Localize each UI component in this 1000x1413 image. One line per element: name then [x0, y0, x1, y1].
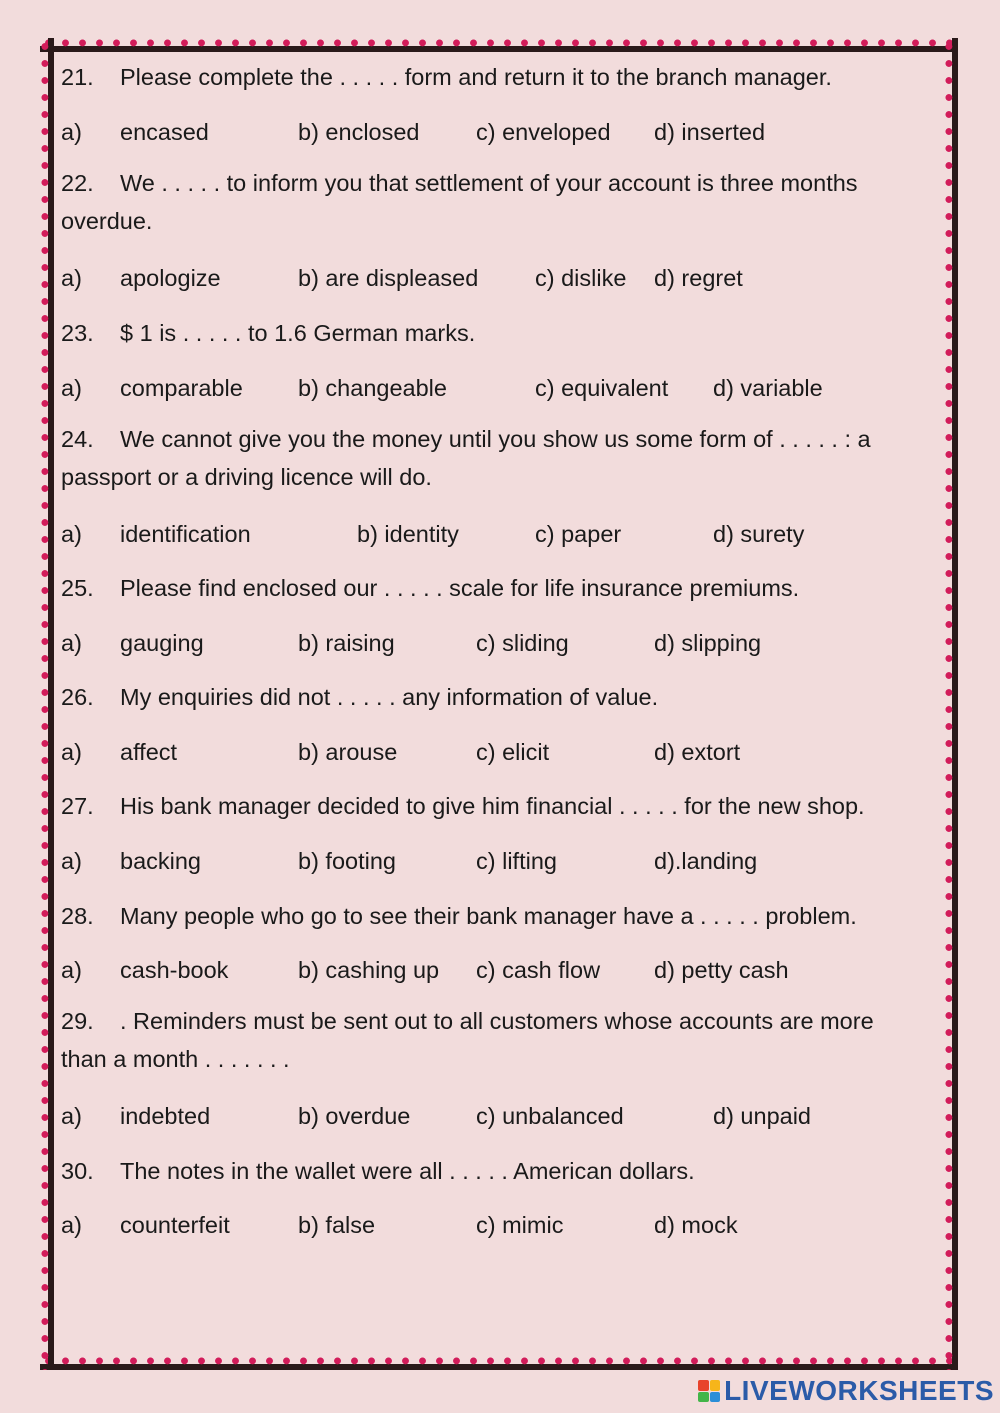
option-a-label[interactable]: a) [61, 521, 82, 547]
question-number: 21. [61, 64, 94, 90]
question-text: Please find enclosed our . . . . . scale for life insurance premiums. [120, 575, 800, 601]
question-22 [61, 164, 921, 240]
option-a-label[interactable]: a) [61, 739, 82, 765]
question-30 [61, 1156, 921, 1186]
question-26 [61, 682, 921, 712]
question-29 [61, 1002, 921, 1078]
options-29 [61, 1101, 921, 1131]
option-c[interactable]: c) equivalent [535, 375, 669, 401]
question-number: 26. [61, 684, 94, 710]
border-left [40, 38, 54, 1370]
question-text: The notes in the wallet were all . . . . . American dollars. [120, 1158, 695, 1184]
option-b[interactable]: b) identity [357, 521, 459, 547]
option-b[interactable]: b) overdue [298, 1103, 411, 1129]
options-23 [61, 373, 921, 403]
question-23 [61, 318, 921, 348]
option-d[interactable]: d) mock [654, 1212, 738, 1238]
option-a[interactable]: encased [120, 119, 209, 145]
option-a-label[interactable]: a) [61, 1212, 82, 1238]
option-a-label[interactable]: a) [61, 1103, 82, 1129]
question-number: 24. [61, 426, 94, 452]
option-d[interactable]: d).landing [654, 848, 758, 874]
option-d[interactable]: d) regret [654, 265, 743, 291]
option-a[interactable]: affect [120, 739, 178, 765]
options-24 [61, 519, 921, 549]
option-a-label[interactable]: a) [61, 375, 82, 401]
option-a[interactable]: indebted [120, 1103, 211, 1129]
question-21 [61, 62, 921, 92]
liveworksheets-logo[interactable] [698, 1375, 994, 1407]
options-27 [61, 846, 921, 876]
option-c[interactable]: c) lifting [476, 848, 557, 874]
option-b[interactable]: b) false [298, 1212, 376, 1238]
option-b[interactable]: b) changeable [298, 375, 447, 401]
question-number: 29. [61, 1008, 94, 1034]
option-a-label[interactable]: a) [61, 630, 82, 656]
border-bottom [40, 1356, 958, 1370]
question-text: We cannot give you the money until you show us some form of . . . . . : a passport or a driving licence will do. [61, 426, 871, 490]
option-c[interactable]: c) enveloped [476, 119, 611, 145]
option-b[interactable]: b) enclosed [298, 119, 420, 145]
options-21 [61, 117, 921, 147]
option-c[interactable]: c) elicit [476, 739, 550, 765]
question-number: 25. [61, 575, 94, 601]
option-d[interactable]: d) unpaid [713, 1103, 811, 1129]
option-d[interactable]: d) slipping [654, 630, 762, 656]
question-text: We . . . . . to inform you that settlement of your account is three months overdue. [61, 170, 858, 234]
options-30 [61, 1210, 921, 1240]
option-b[interactable]: b) raising [298, 630, 395, 656]
logo-text: LIVEWORKSHEETS [724, 1375, 994, 1406]
question-text: $ 1 is . . . . . to 1.6 German marks. [120, 320, 476, 346]
question-number: 23. [61, 320, 94, 346]
option-c[interactable]: c) dislike [535, 265, 627, 291]
option-b[interactable]: b) are displeased [298, 265, 479, 291]
question-text: His bank manager decided to give him financial . . . . . for the new shop. [120, 793, 865, 819]
options-22 [61, 263, 921, 293]
option-a-label[interactable]: a) [61, 119, 82, 145]
question-number: 27. [61, 793, 94, 819]
option-a-label[interactable]: a) [61, 957, 82, 983]
option-d[interactable]: d) extort [654, 739, 741, 765]
option-a-label[interactable]: a) [61, 265, 82, 291]
option-a[interactable]: apologize [120, 265, 221, 291]
option-a[interactable]: counterfeit [120, 1212, 230, 1238]
option-c[interactable]: c) mimic [476, 1212, 564, 1238]
option-b[interactable]: b) arouse [298, 739, 398, 765]
option-b[interactable]: b) cashing up [298, 957, 440, 983]
option-a[interactable]: cash-book [120, 957, 229, 983]
option-d[interactable]: d) petty cash [654, 957, 789, 983]
option-c[interactable]: c) sliding [476, 630, 569, 656]
question-text: . Reminders must be sent out to all customers whose accounts are more than a month . . . . . . . [61, 1008, 874, 1072]
question-24 [61, 420, 921, 496]
question-text: Please complete the . . . . . form and return it to the branch manager. [120, 64, 832, 90]
question-text: My enquiries did not . . . . . any information of value. [120, 684, 659, 710]
option-c[interactable]: c) cash flow [476, 957, 601, 983]
border-top [40, 38, 958, 52]
option-a[interactable]: identification [120, 521, 251, 547]
option-d[interactable]: d) inserted [654, 119, 766, 145]
option-c[interactable]: c) unbalanced [476, 1103, 624, 1129]
option-a[interactable]: gauging [120, 630, 204, 656]
option-a[interactable]: comparable [120, 375, 243, 401]
option-c[interactable]: c) paper [535, 521, 622, 547]
option-d[interactable]: d) surety [713, 521, 805, 547]
option-a-label[interactable]: a) [61, 848, 82, 874]
question-number: 28. [61, 903, 94, 929]
question-number: 22. [61, 170, 94, 196]
option-b[interactable]: b) footing [298, 848, 396, 874]
question-27 [61, 791, 921, 821]
option-d[interactable]: d) variable [713, 375, 823, 401]
options-28 [61, 955, 921, 985]
question-text: Many people who go to see their bank manager have a . . . . . problem. [120, 903, 857, 929]
liveworksheets-badge-icon [698, 1380, 720, 1402]
question-number: 30. [61, 1158, 94, 1184]
border-right [944, 38, 958, 1370]
question-25 [61, 573, 921, 603]
options-26 [61, 737, 921, 767]
options-25 [61, 628, 921, 658]
option-a[interactable]: backing [120, 848, 201, 874]
question-28 [61, 901, 921, 931]
